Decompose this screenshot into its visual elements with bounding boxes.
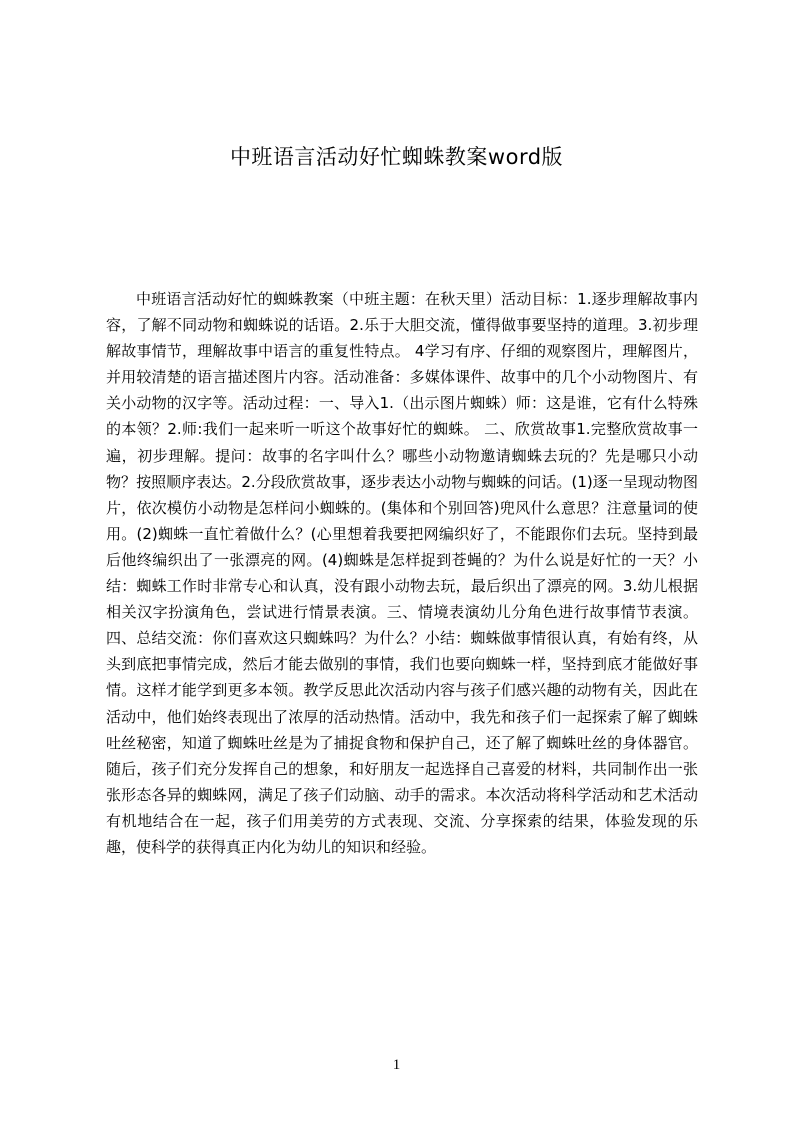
document-title: 中班语言活动好忙蜘蛛教案word版 (229, 145, 564, 169)
page-number: 1 (392, 1057, 401, 1073)
document-body-paragraph: 中班语言活动好忙的蜘蛛教案（中班主题：在秋天里）活动目标：1.逐步理解故事内容，了解不同动物和蜘蛛说的话语。2.乐于大胆交流，懂得做事要坚持的道理。3.初步理解故事情节，理解故事中语言的重复性特点。 4学习有序、仔细的观察图片，理解图片，并用较清楚的语言描述图片内容。活动准备：多媒体课件、故事中的几个小动物图片、有关小动物的汉字等。活动过程：一、导入1.（出示图片蜘蛛）师：这是谁，它有什么特殊的本领？2.师:我们一起来听一听这个故事好忙的蜘蛛。 二、欣赏故事1.完整欣赏故事一遍，初步理解。提问：故事的名字叫什么？哪些小动物邀请蜘蛛去玩的？先是哪只小动物？按照顺序表达。2.分段欣赏故事，逐步表达小动物与蜘蛛的问话。(1)逐一呈现动物图片，依次模仿小动物是怎样问小蜘蛛的。(集体和个别回答)兜风什么意思？注意量词的使用。(2)蜘蛛一直忙着做什么？(心里想着我要把网编织好了，不能跟你们去玩。坚持到最后他终编织出了一张漂亮的网。(4)蜘蛛是怎样捉到苍蝇的？为什么说是好忙的一天？小结：蜘蛛工作时非常专心和认真，没有跟小动物去玩，最后织出了漂亮的网。3.幼儿根据相关汉字扮演角色，尝试进行情景表演。三、情境表演幼儿分角色进行故事情节表演。四、总结交流：你们喜欢这只蜘蛛吗？为什么？小结：蜘蛛做事情很认真，有始有终，从头到底把事情完成，然后才能去做别的事情，我们也要向蜘蛛一样，坚持到底才能做好事情。这样才能学到更多本领。教学反思此次活动内容与孩子们感兴趣的动物有关，因此在活动中，他们始终表现出了浓厚的活动热情。活动中，我先和孩子们一起探索了解了蜘蛛吐丝秘密，知道了蜘蛛吐丝是为了捕捉食物和保护自己，还了解了蜘蛛吐丝的身体器官。随后，孩子们充分发挥自己的想象，和好朋友一起选择自己喜爱的材料，共同制作出一张张形态各异的蜘蛛网，满足了孩子们动脑、动手的需求。本次活动将科学活动和艺术活动有机地结合在一起，孩子们用美劳的方式表现、交流、分享探索的结果，体验发现的乐趣，使科学的获得真正内化为幼儿的知识和经验。 (106, 290, 698, 856)
